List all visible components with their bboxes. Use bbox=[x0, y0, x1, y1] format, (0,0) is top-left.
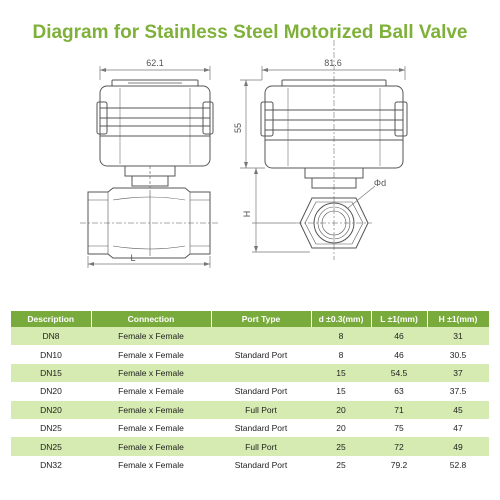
height-h-label: H bbox=[242, 210, 252, 218]
cell-h: 49 bbox=[427, 437, 489, 455]
cell-connection: Female x Female bbox=[118, 423, 184, 434]
cell-l: 46 bbox=[371, 327, 427, 345]
cell-d: 8 bbox=[311, 327, 371, 345]
cell-d: 25 bbox=[336, 459, 346, 470]
cell-connection: Female x Female bbox=[91, 437, 211, 455]
cell-d: 25 bbox=[311, 437, 371, 455]
cell-l: 46 bbox=[394, 349, 404, 360]
header-h: H ±1(mm) bbox=[427, 311, 489, 327]
diameter-label: Φd bbox=[373, 178, 387, 188]
cell-h: 37 bbox=[427, 364, 489, 382]
table-row bbox=[11, 401, 489, 419]
length-label: L bbox=[130, 253, 136, 263]
cell-description: DN32 bbox=[40, 459, 62, 470]
spec-table bbox=[11, 311, 490, 474]
height-55-label: 55 bbox=[233, 122, 243, 134]
cell-d: 15 bbox=[336, 386, 346, 397]
cell-h: 47 bbox=[453, 423, 463, 434]
cell-connection: Female x Female bbox=[91, 364, 211, 382]
cell-h: 30.5 bbox=[449, 349, 467, 360]
cell-l: 71 bbox=[371, 401, 427, 419]
cell-port-type: Full Port bbox=[211, 437, 311, 455]
cell-connection: Female x Female bbox=[91, 401, 211, 419]
cell-h: 37.5 bbox=[449, 386, 467, 397]
cell-connection: Female x Female bbox=[91, 327, 211, 345]
cell-description: DN10 bbox=[40, 349, 62, 360]
table-row bbox=[11, 345, 489, 363]
header-connection: Connection bbox=[91, 311, 211, 327]
front-view bbox=[240, 40, 407, 260]
header-description: Description bbox=[11, 311, 91, 327]
cell-d: 20 bbox=[311, 401, 371, 419]
side-width-label: 62.1 bbox=[146, 58, 164, 68]
cell-description: DN15 bbox=[11, 364, 91, 382]
cell-description: DN8 bbox=[11, 327, 91, 345]
cell-d: 15 bbox=[311, 364, 371, 382]
header-port-type: Port Type bbox=[211, 311, 311, 327]
cell-connection: Female x Female bbox=[118, 386, 184, 397]
table-row bbox=[11, 327, 489, 345]
cell-port-type: Standard Port bbox=[234, 423, 288, 434]
header-d: d ±0.3(mm) bbox=[311, 311, 371, 327]
cell-port-type: Standard Port bbox=[234, 349, 288, 360]
table-row bbox=[11, 364, 489, 382]
cell-d: 8 bbox=[338, 349, 344, 360]
cell-connection: Female x Female bbox=[118, 349, 184, 360]
cell-l: 79.2 bbox=[390, 459, 408, 470]
cell-l: 63 bbox=[394, 386, 404, 397]
cell-port-type: Standard Port bbox=[234, 386, 288, 397]
table-row bbox=[11, 437, 489, 455]
cell-port-type: Standard Port bbox=[234, 459, 288, 470]
table-row bbox=[11, 382, 489, 400]
page-title: Diagram for Stainless Steel Motorized Ball Valve bbox=[32, 22, 468, 43]
cell-l: 54.5 bbox=[371, 364, 427, 382]
cell-port-type bbox=[211, 364, 311, 382]
cell-port-type: Full Port bbox=[211, 401, 311, 419]
front-width-label: 81.6 bbox=[324, 58, 342, 68]
header-l: L ±1(mm) bbox=[371, 311, 427, 327]
cell-description: DN20 bbox=[40, 386, 62, 397]
cell-d: 20 bbox=[336, 423, 346, 434]
table-row bbox=[11, 456, 489, 474]
cell-connection: Female x Female bbox=[118, 459, 184, 470]
cell-description: DN25 bbox=[40, 423, 62, 434]
cell-l: 72 bbox=[371, 437, 427, 455]
cell-h: 31 bbox=[427, 327, 489, 345]
cell-h: 52.8 bbox=[449, 459, 467, 470]
table-header-row bbox=[11, 311, 489, 327]
cell-port-type bbox=[211, 327, 311, 345]
cell-l: 75 bbox=[394, 423, 404, 434]
cell-h: 45 bbox=[427, 401, 489, 419]
cell-description: DN20 bbox=[11, 401, 91, 419]
table-row bbox=[11, 419, 489, 437]
side-view bbox=[80, 66, 218, 268]
cell-description: DN25 bbox=[11, 437, 91, 455]
